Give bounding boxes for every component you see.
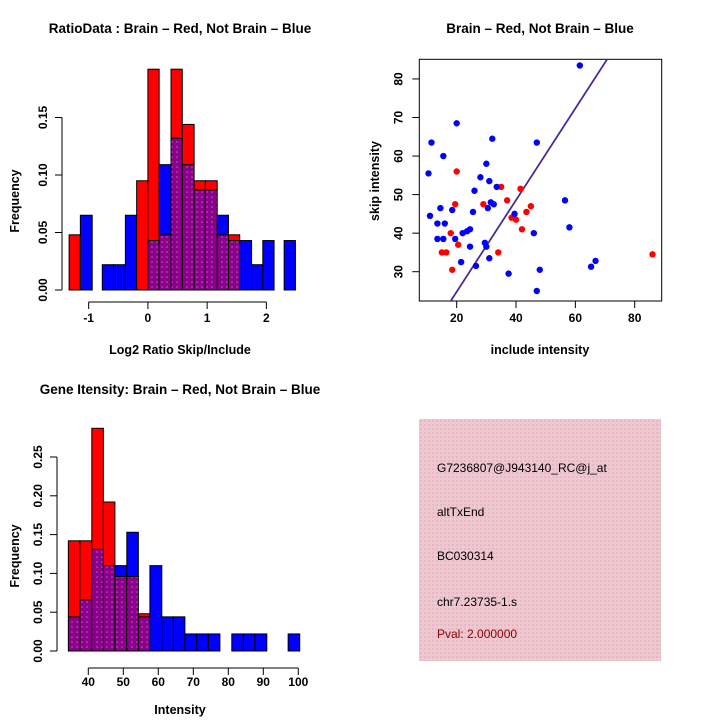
hist-bar-overlap — [80, 600, 92, 651]
scatter-point-blue — [473, 263, 479, 269]
hist-bar-overlap — [182, 165, 194, 290]
x-tick-label: 2 — [263, 311, 270, 325]
y-tick-label: 70 — [391, 110, 406, 125]
ratio-histogram-panel — [0, 0, 360, 360]
scatter-point-blue — [459, 230, 465, 236]
ratio-histogram-ylabel: Frequency — [8, 169, 22, 233]
scatter-point-red — [443, 249, 449, 255]
scatter-point-blue — [470, 209, 476, 215]
scatter-point-red — [453, 168, 459, 174]
hist-bar-red — [148, 69, 159, 240]
y-tick-label: 80 — [391, 72, 406, 86]
hist-bar-overlap — [194, 190, 205, 290]
gene-histogram-ylabel: Frequency — [8, 524, 22, 588]
y-tick-label: 30 — [391, 265, 406, 279]
scatter-point-blue — [537, 267, 543, 273]
scatter-point-red — [452, 201, 458, 207]
hist-bar-red — [171, 69, 182, 138]
hist-bar-blue — [255, 634, 267, 651]
scatter-point-blue — [467, 243, 473, 249]
scatter-point-blue — [437, 205, 443, 211]
scatter-point-red — [523, 209, 529, 215]
scatter-title: Brain – Red, Not Brain – Blue — [446, 21, 634, 36]
accession-text: BC030314 — [437, 549, 494, 563]
x-tick-label: 20 — [450, 311, 464, 325]
event-type-text: altTxEnd — [437, 505, 485, 519]
y-tick-label: 0.00 — [31, 639, 45, 663]
scatter-point-blue — [511, 211, 517, 217]
gene-histogram-title: Gene Itensity: Brain – Red, Not Brain – Blue — [39, 382, 321, 397]
ratio-histogram-xlabel: Log2 Ratio Skip/Include — [109, 343, 251, 357]
scatter-point-blue — [449, 207, 455, 213]
hist-bar-red — [68, 541, 80, 617]
hist-bar-red — [103, 502, 115, 566]
hist-bar-red — [228, 235, 239, 241]
gene-intensity-histogram-panel — [0, 360, 360, 720]
hist-bar-blue — [127, 532, 139, 576]
hist-bar-red — [138, 614, 150, 617]
x-tick-label: -1 — [83, 311, 94, 325]
scatter-point-blue — [505, 270, 511, 276]
scatter-point-red — [513, 216, 519, 222]
scatter-point-blue — [477, 174, 483, 180]
y-tick-label: 0.05 — [36, 220, 50, 245]
hist-bar-blue — [288, 634, 300, 651]
x-tick-label: 60 — [568, 311, 583, 325]
hist-bar-red — [69, 235, 80, 290]
hist-bar-blue — [208, 634, 220, 651]
scatter-point-blue — [440, 153, 446, 159]
scatter-point-blue — [534, 288, 540, 294]
hist-bar-blue — [115, 566, 127, 577]
scatter-point-blue — [592, 258, 598, 264]
hist-bar-overlap — [205, 190, 217, 290]
hist-bar-overlap — [127, 577, 139, 651]
hist-bar-red — [182, 124, 194, 164]
x-tick-label: 50 — [116, 675, 130, 689]
scatter-point-blue — [458, 259, 464, 265]
fit-line-blue — [445, 53, 611, 310]
hist-bar-red — [92, 428, 104, 549]
hist-bar-blue — [284, 241, 295, 290]
scatter-point-blue — [489, 136, 495, 142]
hist-bar-blue — [243, 634, 255, 651]
hist-bar-red — [194, 181, 205, 190]
hist-bar-blue — [185, 634, 197, 651]
x-tick-label: 0 — [144, 311, 152, 325]
hist-bar-red — [205, 181, 217, 190]
y-tick-label: 0.05 — [31, 600, 45, 624]
hist-bar-blue — [173, 617, 185, 651]
hist-bar-overlap — [115, 577, 127, 651]
scatter-point-red — [449, 267, 455, 273]
scatter-point-blue — [494, 184, 500, 190]
locus-text: chr7.23735-1.s — [437, 595, 518, 609]
hist-bar-blue — [114, 265, 126, 290]
hist-bar-blue — [80, 215, 92, 290]
scatter-point-blue — [486, 255, 492, 261]
hist-bar-overlap — [92, 549, 104, 651]
scatter-point-red — [455, 242, 461, 248]
hist-bar-red — [80, 541, 92, 600]
hist-bar-blue — [240, 241, 252, 290]
info-panel — [419, 419, 661, 661]
x-tick-label: 40 — [81, 675, 95, 689]
scatter-point-blue — [562, 197, 568, 203]
scatter-point-blue — [452, 236, 458, 242]
hist-bar-overlap — [68, 617, 80, 651]
x-tick-label: 60 — [151, 675, 165, 689]
y-tick-label: 60 — [391, 149, 406, 163]
scatter-point-blue — [491, 201, 497, 207]
x-tick-label: 80 — [628, 311, 642, 325]
hist-bar-blue — [263, 241, 274, 290]
plot-box — [419, 59, 661, 301]
scatter-point-blue — [483, 161, 489, 167]
scatter-point-red — [528, 203, 534, 209]
hist-bar-blue — [217, 215, 228, 235]
hist-bar-blue — [125, 215, 136, 290]
hist-bar-overlap — [138, 617, 150, 651]
scatter-point-red — [649, 251, 655, 257]
hist-bar-blue — [159, 165, 171, 235]
scatter-point-blue — [425, 170, 431, 176]
fit-line-red — [446, 53, 612, 310]
scatter-point-blue — [483, 243, 489, 249]
scatter-point-red — [504, 197, 510, 203]
y-tick-label: 0.10 — [31, 561, 45, 586]
scatter-point-red — [519, 226, 525, 232]
hist-bar-overlap — [217, 235, 228, 290]
scatter-point-red — [495, 249, 501, 255]
x-tick-label: 70 — [186, 675, 200, 689]
x-tick-label: 40 — [509, 311, 523, 325]
y-tick-label: 0.20 — [31, 484, 45, 508]
scatter-ylabel: skip intensity — [368, 141, 382, 221]
hist-bar-overlap — [171, 138, 182, 290]
y-tick-label: 0.25 — [31, 445, 45, 469]
hist-bar-blue — [102, 265, 113, 290]
scatter-point-blue — [486, 178, 492, 184]
x-tick-label: 100 — [288, 675, 309, 689]
scatter-point-red — [517, 186, 523, 192]
gene-histogram-xlabel: Intensity — [154, 703, 206, 717]
y-tick-label: 0.15 — [31, 522, 45, 547]
pval-text: Pval: 2.000000 — [437, 627, 518, 641]
hist-bar-red — [137, 181, 148, 290]
hist-bar-blue — [197, 634, 209, 651]
hist-bar-overlap — [148, 241, 159, 290]
scatter-point-blue — [440, 236, 446, 242]
scatter-point-blue — [442, 220, 448, 226]
hist-bar-overlap — [103, 566, 115, 651]
x-tick-label: 90 — [256, 675, 270, 689]
scatter-point-blue — [453, 120, 459, 126]
y-tick-label: 0.00 — [36, 278, 50, 302]
hist-bar-blue — [232, 634, 244, 651]
y-tick-label: 50 — [391, 187, 406, 202]
hist-bar-blue — [252, 265, 263, 290]
x-tick-label: 80 — [221, 675, 235, 689]
y-tick-label: 0.15 — [36, 105, 50, 130]
probe-id-text: G7236807@J943140_RC@j_at — [437, 461, 607, 475]
scatter-point-blue — [485, 205, 491, 211]
scatter-point-red — [448, 230, 454, 236]
scatter-point-blue — [427, 213, 433, 219]
scatter-point-blue — [434, 236, 440, 242]
scatter-point-blue — [531, 230, 537, 236]
scatter-point-blue — [588, 263, 594, 269]
scatter-point-blue — [577, 62, 583, 68]
x-tick-label: 1 — [203, 311, 211, 325]
y-tick-label: 0.10 — [36, 163, 50, 187]
scatter-point-blue — [428, 139, 434, 145]
scatter-point-blue — [434, 220, 440, 226]
y-tick-label: 40 — [391, 226, 406, 240]
hist-bar-blue — [162, 617, 174, 651]
ratio-histogram-title: RatioData : Brain – Red, Not Brain – Blue — [48, 21, 312, 36]
scatter-point-blue — [471, 188, 477, 194]
scatter-point-blue — [566, 224, 572, 230]
hist-bar-overlap — [228, 241, 239, 290]
scatter-xlabel: include intensity — [490, 343, 590, 357]
scatter-point-blue — [534, 139, 540, 145]
intensity-scatter-panel — [360, 0, 720, 360]
hist-bar-overlap — [159, 235, 171, 290]
hist-bar-blue — [150, 566, 162, 651]
